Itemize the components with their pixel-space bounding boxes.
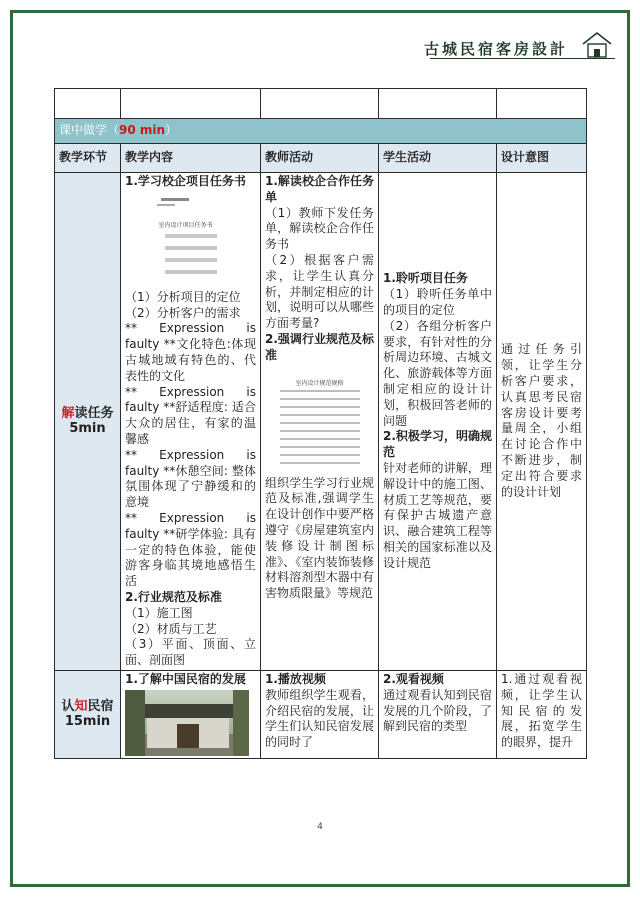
stage-cell: 解读任务 5min	[55, 173, 121, 671]
student-cell: 2.观看视频 通过观看认知到民宿发展的几个阶段，了解到民宿的类型	[379, 670, 497, 758]
col-content: 教学内容	[121, 144, 261, 173]
section-label: 课中做学（90 min）	[55, 119, 587, 144]
teacher-cell: 1.播放视频 教师组织学生观看，介绍民宿的发展，让学生们认知民宿发展的同时了	[261, 670, 379, 758]
student-cell: 1.聆听项目任务 （1）聆听任务单中的项目的定位 （2）各组分析客户要求，有针对性的分析周边环境、古城文化、旅游载体等方面制定相应的设计计划，积极回答老师的问题 2.积极学习，明确规范 针对老师的讲解，理解设计中的施工图、材质工艺等规范，要有保护古城遗产意识、融合建筑工程等相关的国家标准以及设计规范	[379, 173, 497, 671]
house-logo-icon	[580, 30, 614, 60]
task-document-image: 室内设计项目任务书	[145, 194, 237, 284]
content-cell: 1.学习校企项目任务书 室内设计项目任务书 （1）分析项目的定位 （2）分析客户的需求 ** Expression is faulty **文化特色:体现古城地域有特色的、代表性的文化 ** Expression is faulty **舒适程度: 适合大众的居住，有家的温馨感 ** Expression is faulty **休憩空间: 整体氛围体现了宁静缓和的意境 ** Expression is faulty **研学体验: 具有一定的特色体验，能使游客身临其境地感悟生活 2.行业规范及标准 （1）施工图 （2）材质与工艺 （3）平面、顶面、立面、剖面图	[121, 173, 261, 671]
blank-row	[55, 89, 587, 119]
section-minutes: 90 min	[119, 123, 166, 138]
col-stage: 教学环节	[55, 144, 121, 173]
col-student: 学生活动	[379, 144, 497, 173]
stage-cell: 认知民宿 15min	[55, 670, 121, 758]
content-cell: 1.了解中国民宿的发展	[121, 670, 261, 758]
header-title: 古城民宿客房設計	[423, 40, 568, 58]
col-intent: 设计意图	[497, 144, 587, 173]
minsu-photo	[125, 690, 249, 756]
lesson-plan-table	[54, 88, 587, 759]
table-row	[55, 173, 587, 671]
intent-cell: 1.通过观看视频，让学生认知民宿的发展，拓宽学生的眼界，提升	[497, 670, 587, 758]
column-header-row	[55, 144, 587, 173]
table-row	[55, 670, 587, 758]
intent-cell: 通过任务引领，让学生分析客户要求，认真思考民宿客房设计要考量周全，小组在讨论合作中不断进步，制定出符合要求的设计计划	[497, 173, 587, 671]
page-number: 4	[317, 822, 323, 832]
standards-document-image: 室内设计规范规格	[272, 370, 368, 470]
teacher-cell: 1.解读校企合作任务单 （1）教师下发任务单，解读校企合作任务书 （2）根据客户需求，让学生认真分析，并制定相应的计划，说明可以从哪些方面考量? 2.强调行业规范及标准 室内设计规范规格 组织学生学习行业规范及标准,强调学生在设计创作中要严格遵守《房屋建筑室内装修设计制图标准》、《室内装饰装修材料溶剂型木器中有害物质限量》等规范	[261, 173, 379, 671]
col-teacher: 教师活动	[261, 144, 379, 173]
section-row	[55, 119, 587, 144]
